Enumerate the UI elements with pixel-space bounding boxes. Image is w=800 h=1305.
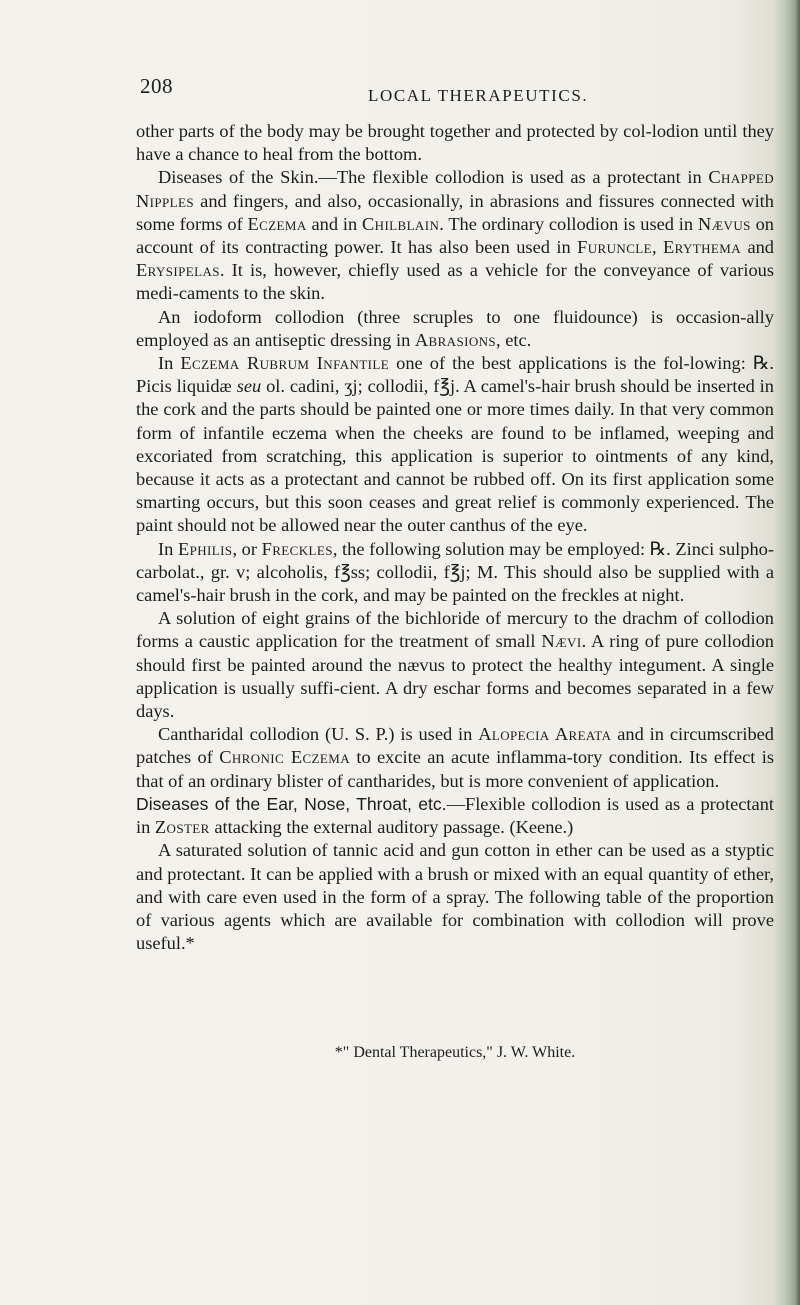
page-number: 208 (140, 74, 173, 98)
text-run: on account of its contracting power. It has also been used in (136, 213, 774, 258)
text-run: A saturated solution of tannic acid and gun cotton in ether can be used as a styptic and protectant. It can be applied with a brush or mixed with an equal quantity of ether, and with care even used in the form of a spray. The following table of the proportion of various agents which are available for combination with collodion will prove useful.* (136, 840, 774, 954)
small-caps-term: Erysipelas (136, 260, 220, 281)
text-run: . A ring of pure collodion should first be painted around the nævus to protect the healthy integument. A single application is usually suffi-cient. A dry eschar forms and becomes separated in a few days. (136, 631, 774, 722)
text-run: A solution of eight grains of the bichloride of mercury to the drachm of collodion forms a caustic application for the treatment of small (136, 608, 774, 652)
footnote: *" Dental Therapeutics," J. W. White. (334, 1044, 576, 1061)
small-caps-term: Ephilis (177, 538, 233, 559)
paragraph (136, 166, 774, 305)
text-run: attacking the external auditory passage. (Keene.) (209, 817, 574, 838)
text-run: , (651, 237, 663, 258)
page-edge-shadow (774, 0, 800, 1305)
small-caps-term: Chapped Nipples (136, 167, 774, 211)
text-run: to excite an acute inflamma-tory condition. Its effect is that of an ordinary blister of cantharides, but is more convenient of application. (136, 747, 774, 791)
paragraph (136, 538, 774, 608)
text-run: In (158, 538, 178, 559)
text-run: . The ordinary collodion is used in (439, 213, 698, 234)
paragraph (136, 839, 774, 955)
text-run: Diseases of the Skin.—The flexible collodion is used as a protectant in (158, 167, 709, 188)
text-run: seu (236, 376, 262, 397)
small-caps-term: Nævus (697, 213, 751, 234)
text-run: , the following solution may be employed: ℞. Zinci sulpho-carbolat., gr. v; alcoholis, f℥ss; collodii, f℥j; M. This should also be supplied with a camel's-hair brush in the cork, and may be painted on the freckles at night. (136, 538, 774, 606)
paragraph (136, 306, 774, 352)
text-run: An iodoform collodion (three scruples to one fluidounce) is occasion-ally employed as an antiseptic dressing in (136, 306, 774, 350)
small-caps-term: Nævi (541, 631, 582, 652)
text-run: and fingers, and also, occasionally, in abrasions and fissures connected with some forms of (136, 190, 774, 234)
text-run: —Flexible collodion is used as a protectant in (136, 793, 774, 838)
small-caps-term: Erythema (663, 237, 741, 258)
paragraph (136, 723, 774, 793)
text-run: In (158, 353, 181, 374)
small-caps-term: Alopecia Areata (478, 724, 612, 745)
text-run: other parts of the body may be brought together and protected by col-lodion until they have a chance to heal from the bottom. (136, 121, 774, 165)
section-heading: Diseases of the Ear, Nose, Throat, etc. (136, 793, 447, 814)
running-head: LOCAL THERAPEUTICS. (368, 86, 589, 105)
paragraph (136, 793, 774, 839)
small-caps-term: Chilblain (361, 213, 440, 234)
small-caps-term: Abrasions (414, 329, 497, 350)
text-run: ol. cadini, ʒj; collodii, f℥j. A camel's-hair brush should be inserted in the cork and the parts should be painted one or more times daily. In that very common form of infantile eczema when the cheeks are found to be inflamed, weeping and excoriated from scratching, this application is superior to ointments of any kind, because it acts as a protectant and cannot be rubbed off. On its first application some smarting occurs, but this soon ceases and great relief is commonly experienced. The paint should not be allowed near the outer canthus of the eye. (136, 376, 774, 536)
text-run: , etc. (496, 329, 532, 350)
text-run: Cantharidal collodion (U. S. P.) is used in (158, 724, 479, 745)
body-text (136, 120, 774, 955)
paragraph (136, 120, 774, 166)
small-caps-term: Eczema Rubrum Infantile (180, 353, 390, 374)
text-run: and in circumscribed patches of (136, 724, 774, 768)
small-caps-term: Zoster (154, 817, 210, 838)
small-caps-term: Chronic Eczema (219, 747, 350, 768)
paragraph (136, 607, 774, 723)
text-run: and in (306, 213, 362, 234)
text-run: one of the best applications is the fol-lowing: ℞. Picis liquidæ (136, 353, 775, 397)
paragraph (136, 352, 774, 538)
small-caps-term: Eczema (247, 213, 307, 234)
text-run: . It is, however, chiefly used as a vehicle for the conveyance of various medi-caments to the skin. (136, 260, 774, 304)
small-caps-term: Freckles (261, 538, 333, 559)
small-caps-term: Furuncle (577, 237, 652, 258)
text-run: , or (232, 538, 262, 559)
text-run: and (741, 237, 774, 258)
